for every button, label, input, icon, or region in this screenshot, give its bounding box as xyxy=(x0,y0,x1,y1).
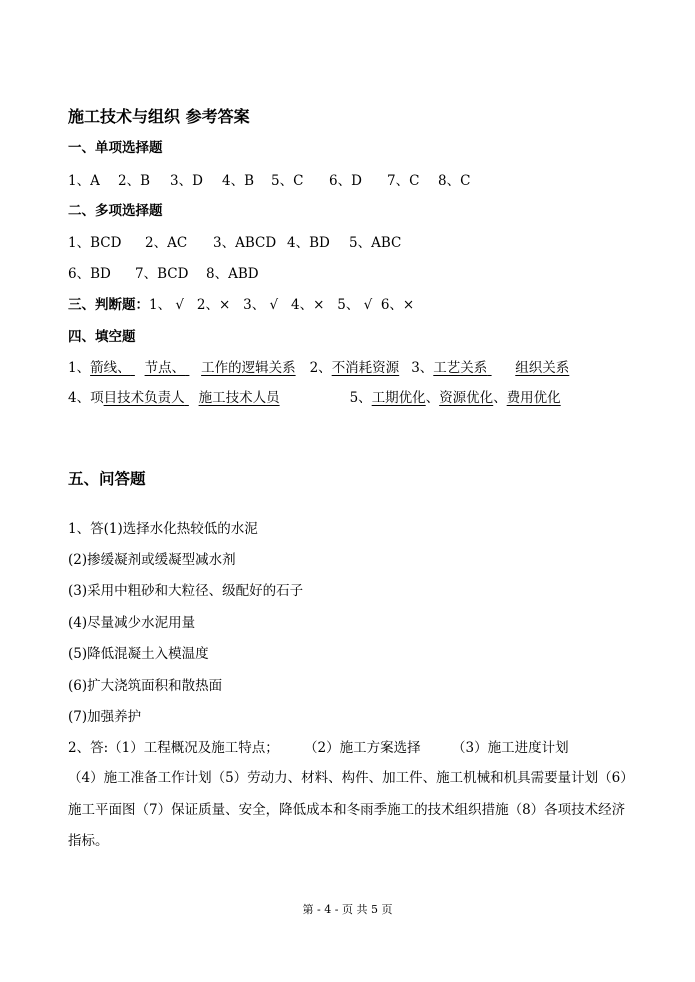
answer-item: 3、ABCD xyxy=(213,235,277,251)
qa-1-line: (6)扩大浇筑面积和散热面 xyxy=(68,678,223,694)
page-footer: 第 - 4 - 页 共 5 页 xyxy=(302,903,393,916)
blank-answer: 工期优化 xyxy=(371,390,426,406)
qa-1-line: (5)降低混凝土入模温度 xyxy=(68,646,209,662)
answer-item: 7、BCD xyxy=(135,266,189,282)
answer-item: 2、AC xyxy=(145,235,188,251)
answer-item: 8、ABD xyxy=(206,266,259,282)
blank-spacer xyxy=(185,389,199,407)
section-heading-multi-choice: 二、多项选择题 xyxy=(68,203,163,219)
blank-answer: 不消耗资源 xyxy=(331,360,400,376)
item-number: 1、 xyxy=(68,360,91,376)
qa-1-line: (4)尽量减少水泥用量 xyxy=(68,615,196,631)
answer-item: 5、ABC xyxy=(349,235,402,251)
blank-answer: 节点、 xyxy=(144,360,186,376)
answer-item: 2、B xyxy=(118,173,151,189)
answer-item: 5、C xyxy=(271,173,304,189)
blank-answer: 工作的逻辑关系 xyxy=(201,360,296,376)
item-number: 2、 xyxy=(309,360,332,376)
answer-item: 7、C xyxy=(387,173,420,189)
multi-choice-answers-row2 xyxy=(68,265,259,283)
single-choice-answers xyxy=(68,172,470,190)
blank-answer: 目技术负责人 xyxy=(103,390,185,406)
answer-item: 1、A xyxy=(68,173,100,189)
blank-answer: 组织关系 xyxy=(515,360,570,376)
section-heading-single-choice: 一、单项选择题 xyxy=(68,140,163,156)
blank-spacer xyxy=(131,359,145,377)
page-title: 施工技术与组织 参考答案 xyxy=(68,107,250,126)
multi-choice-answers-row1 xyxy=(68,234,401,252)
section-heading-fill-blank: 四、填空题 xyxy=(68,329,136,345)
blank-spacer xyxy=(487,359,515,377)
fill-blank-line-1 xyxy=(68,359,569,377)
item-number: 4、项 xyxy=(68,390,104,406)
section-heading-qa: 五、问答题 xyxy=(68,470,146,488)
fill-blank-line-2: 4、项目技术负责人 施工技术人员 5、工期优化、资源优化、费用优化 xyxy=(68,390,561,406)
qa-1-line: (7)加强养护 xyxy=(68,709,142,725)
blank-answer: 费用优化 xyxy=(506,390,561,406)
qa-1-line: (3)采用中粗砂和大粒径、级配好的石子 xyxy=(68,583,304,599)
answer-item: 4、BD xyxy=(287,235,330,251)
blank-answer: 工艺关系 xyxy=(433,360,488,376)
qa-2-first-line: 2、答:（1）工程概况及施工特点； （2）施工方案选择 （3）施工进度计划 xyxy=(68,740,569,756)
answer-item: 6、BD xyxy=(68,266,111,282)
blank-answer: 施工技术人员 xyxy=(198,390,280,406)
blank-answer: 箭线、 xyxy=(90,360,131,376)
answer-item: 6、D xyxy=(329,173,362,189)
qa-1-line: (2)掺缓凝剂或缓凝型减水剂 xyxy=(68,552,236,568)
true-false-answers: 1、 √ 2、× 3、 √ 4、× 5、 √ 6、× xyxy=(149,297,415,313)
qa-1-line: 1、答(1)选择水化热较低的水泥 xyxy=(68,521,258,537)
blank-spacer xyxy=(185,359,201,377)
qa-2-paragraph: （4）施工准备工作计划（5）劳动力、材料、构件、加工件、施工机械和机具需要量计划（6）施工平面图（7）保证质量、安全，降低成本和冬雨季施工的技术组织措施（8）各项技术经济指标。 xyxy=(68,770,634,849)
true-false-line xyxy=(68,296,414,314)
item-number: 3、 xyxy=(411,360,434,376)
answer-item: 4、B xyxy=(222,173,255,189)
answer-item: 3、D xyxy=(170,173,203,189)
answer-item: 1、BCD xyxy=(68,235,122,251)
section-heading-true-false: 三、判断题： xyxy=(68,297,149,313)
answer-item: 8、C xyxy=(438,173,471,189)
item-number: 5、 xyxy=(349,390,372,406)
blank-answer: 资源优化 xyxy=(439,390,494,406)
